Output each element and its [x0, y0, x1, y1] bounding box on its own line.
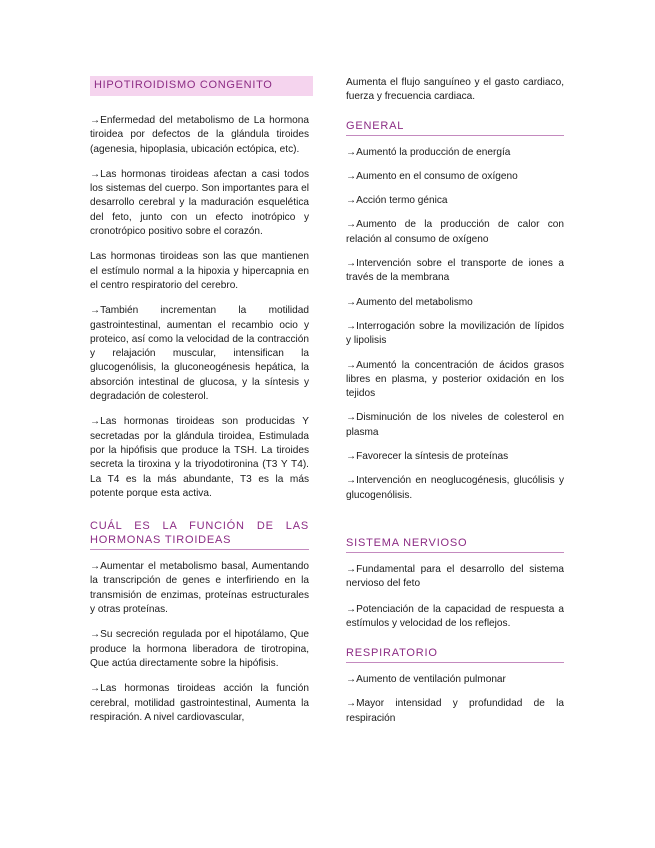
paragraph: →Aumentar el metabolismo basal, Aumentando la transcripción de genes e interfiriendo en la transmisión de enzimas, proteínas estructurales y otras proteínas. [90, 561, 309, 616]
paragraph: →También incrementan la motilidad gastrointestinal, aumentan el recambio ocio y proteico, así como la velocidad de la contracción y relajación muscular, intensifican la glucogenólisis, la gluconeogénesis hepática, la absorción intestinal de glucosa, y la síntesis y degradación de colesterol. [90, 305, 309, 403]
paragraph: →Su secreción regulada por el hipotálamo, Que produce la hormona liberadora de tirotropina, Que actúa directamente sobre la hipófisis. [90, 629, 309, 669]
list-item: →Disminución de los niveles de colesterol en plasma [346, 412, 564, 438]
section-heading-respiratorio: RESPIRATORIO [346, 646, 564, 663]
right-column [346, 76, 564, 726]
list-item: →Aumento en el consumo de oxígeno [346, 170, 518, 182]
paragraph: →Enfermedad del metabolismo de La hormona tiroidea por defectos de la glándula tiroides (agenesia, hipoplasia, ubicación ectópica, etc). [90, 115, 309, 155]
list-item: →Mayor intensidad y profundidad de la respiración [346, 698, 564, 724]
paragraph: →Las hormonas tiroideas son producidas Y secretadas por la glándula tiroidea, Estimulada por la hipófisis que produce la TSH. La tiroides secreta la tiroxina y la triyodotironina (T3 Y T4). La T4 es la más abundante, T3 es la más potente porque esta activa. [90, 416, 309, 499]
paragraph: Las hormonas tiroideas son las que mantienen el estímulo normal a la hipoxia y hipercapnia en el centro respiratorio del cerebro. [90, 251, 309, 291]
list-item: →Intervención en neoglucogénesis, glucólisis y glucogenólisis. [346, 475, 564, 501]
list-item: →Fundamental para el desarrollo del sistema nervioso del feto [346, 563, 564, 590]
list-item: →Potenciación de la capacidad de respuesta a estímulos y velocidad de los reflejos. [346, 603, 564, 629]
left-column [90, 76, 309, 725]
list-item: →Acción termo génica [346, 195, 448, 207]
paragraph: Aumenta el flujo sanguíneo y el gasto cardiaco, fuerza y frecuencia cardiaca. [346, 77, 564, 103]
list-item: →Intervención sobre el transporte de iones a través de la membrana [346, 258, 564, 284]
section-heading-hipotiroidismo: HIPOTIROIDISMO CONGENITO [90, 76, 313, 96]
list-item: →Aumentó la concentración de ácidos grasos libres en plasma, y posterior oxidación en los tejidos [346, 359, 564, 400]
paragraph: →Las hormonas tiroideas afectan a casi todos los sistemas del cuerpo. Son importantes para el desarrollo cerebral y la maduración esquelética del feto, junto con un efecto inotrópico y cronotrópico positivo sobre el corazón. [90, 168, 309, 238]
section-heading-sistema-nervioso: SISTEMA NERVIOSO [346, 536, 564, 553]
paragraph: →Las hormonas tiroideas acción la función cerebral, motilidad gastrointestinal, Aumenta la respiración. A nivel cardiovascular, [90, 683, 309, 723]
list-item: →Aumento de ventilación pulmonar [346, 674, 506, 686]
list-item: →Favorecer la síntesis de proteínas [346, 451, 509, 463]
list-item: →Interrogación sobre la movilización de lípidos y lipolisis [346, 320, 564, 347]
list-item: →Aumento del metabolismo [346, 296, 473, 308]
list-item: →Aumentó la producción de energía [346, 146, 511, 158]
section-heading-general: GENERAL [346, 119, 564, 136]
section-heading-funcion: CUÁL ES LA FUNCIÓN DE LAS HORMONAS TIROIDEAS [90, 519, 309, 550]
list-item: →Aumento de la producción de calor con relación al consumo de oxígeno [346, 219, 564, 245]
